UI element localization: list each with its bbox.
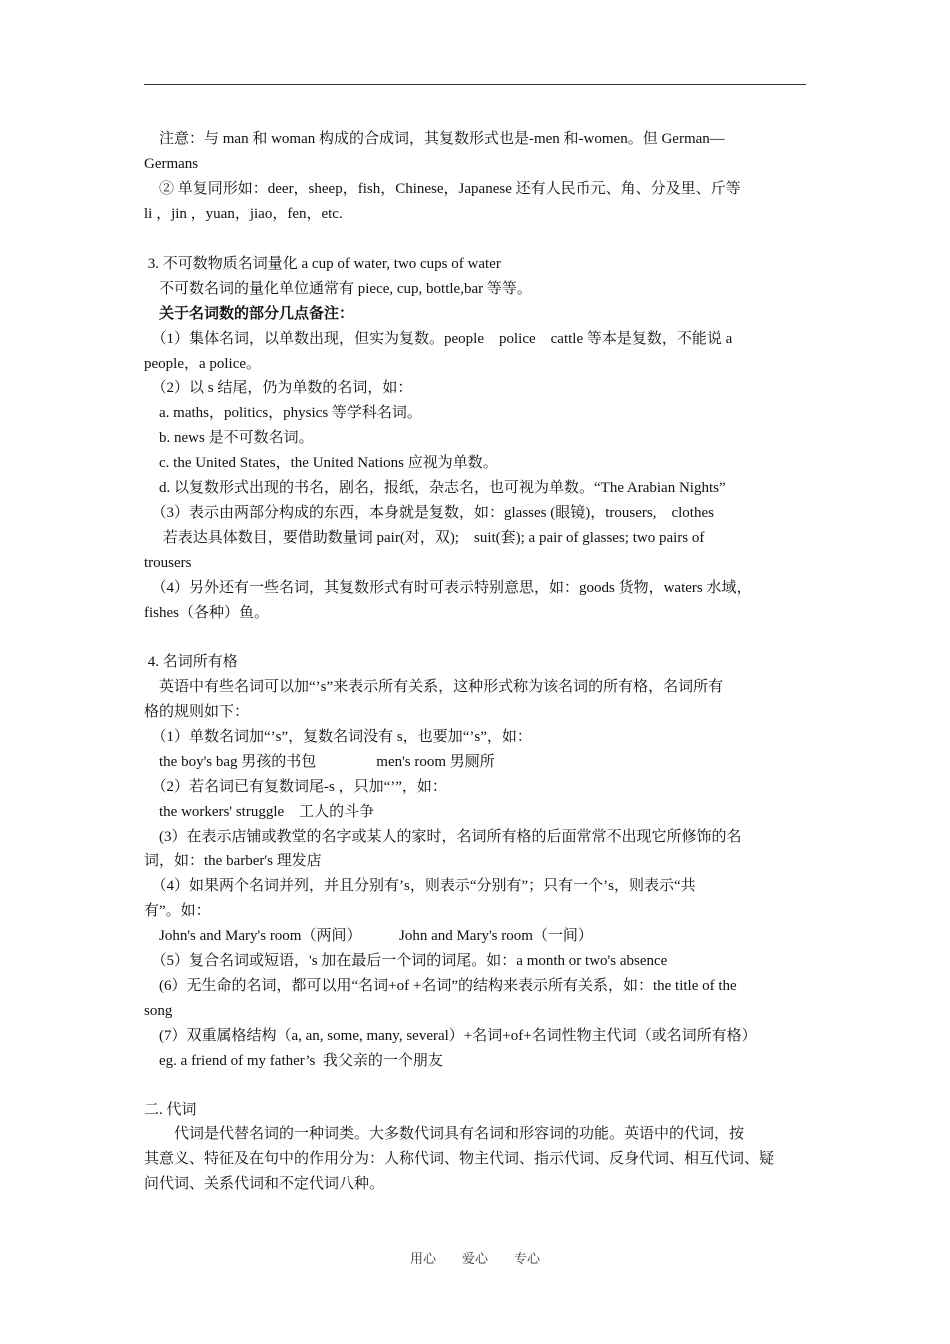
text-line: （2）以 s 结尾，仍为单数的名词，如： xyxy=(144,380,413,396)
text-line: d. 以复数形式出现的书名，剧名，报纸，杂志名，也可视为单数。“The Arabian Nights” xyxy=(144,480,726,496)
section-heading: 4. 名词所有格 xyxy=(144,654,238,670)
text-line: the boy's bag 男孩的书包 men's room 男厕所 xyxy=(144,754,495,770)
section-heading: 二. 代词 xyxy=(144,1102,197,1118)
text-line: c. the United States，the United Nations 应视为单数。 xyxy=(144,455,498,471)
subheading: 关于名词数的部分几点备注： xyxy=(144,306,355,322)
text-line: （5）复合名词或短语，'s 加在最后一个词的词尾。如：a month or two's absence xyxy=(144,953,668,969)
text-line: fishes（各种）鱼。 xyxy=(144,605,269,621)
text-line: people，a police。 xyxy=(144,356,262,372)
page-footer: 用心 爱心 专心 xyxy=(409,1251,540,1266)
text-line: （3）表示由两部分构成的东西，本身就是复数，如：glasses (眼镜)，trousers, clothes xyxy=(144,505,714,521)
text-line: 其意义、特征及在句中的作用分为：人称代词、物主代词、指示代词、反身代词、相互代词、疑 xyxy=(144,1151,775,1167)
text-line: 若表达具体数目，要借助数量词 pair(对，双); suit(套); a pair of glasses; two pairs of xyxy=(144,530,705,546)
text-line: John's and Mary's room（两间） John and Mary's room（一间） xyxy=(144,928,593,944)
text-line: （2）若名词已有复数词尾-s ，只加“’”，如： xyxy=(144,779,447,795)
text-line: eg. a friend of my father’s 我父亲的一个朋友 xyxy=(144,1053,443,1069)
text-line: (6）无生命的名词，都可以用“名词+of +名词”的结构来表示所有关系，如：the title of the xyxy=(144,978,737,994)
text-line: (3）在表示店铺或教堂的名字或某人的家时，名词所有格的后面常常不出现它所修饰的名 xyxy=(144,829,742,845)
text-line: a. maths，politics，physics 等学科名词。 xyxy=(144,405,422,421)
text-line: 有”。如： xyxy=(144,903,211,919)
text-line: the workers' struggle 工人的斗争 xyxy=(144,804,375,820)
text-line: 格的规则如下： xyxy=(144,704,250,720)
header-rule xyxy=(144,84,806,85)
text-line: （4）另外还有一些名词，其复数形式有时可表示特别意思，如：goods 货物，waters 水域， xyxy=(144,580,752,596)
text-line: 代词是代替名词的一种词类。大多数代词具有名词和形容词的功能。英语中的代词，按 xyxy=(144,1126,745,1142)
text-line: Germans xyxy=(144,156,199,172)
text-line: 不可数名词的量化单位通常有 piece, cup, bottle,bar 等等。 xyxy=(144,281,532,297)
text-line: （1）集体名词，以单数出现，但实为复数。people police cattle 等本是复数，不能说 a xyxy=(144,331,733,347)
text-line: b. news 是不可数名词。 xyxy=(144,430,314,446)
text-line: 英语中有些名词可以加“’s”来表示所有关系，这种形式称为该名词的所有格，名词所有 xyxy=(144,679,724,695)
text-line: 问代词、关系代词和不定代词八种。 xyxy=(144,1176,385,1192)
text-line: li ，jin ，yuan，jiao，fen，etc. xyxy=(144,206,343,222)
text-line: (7）双重属格结构（a, an, some, many, several）+名词+of+名词性物主代词（或名词所有格） xyxy=(144,1028,757,1044)
text-line: ② 单复同形如：deer，sheep，fish，Chinese，Japanese 还有人民币元、角、分及里、斤等 xyxy=(144,181,741,197)
text-line: 注意：与 man 和 woman 构成的合成词，其复数形式也是-men 和-women。但 German— xyxy=(144,131,725,147)
text-line: trousers xyxy=(144,555,192,571)
section-heading: 3. 不可数物质名词量化 a cup of water, two cups of water xyxy=(144,256,501,272)
text-line: 词，如：the barber's 理发店 xyxy=(144,853,322,869)
text-line: （4）如果两个名词并列，并且分别有’s，则表示“分别有”；只有一个’s，则表示“共 xyxy=(144,878,696,894)
text-line: （1）单数名词加“’s”，复数名词没有 s，也要加“’s”，如： xyxy=(144,729,532,745)
text-line: song xyxy=(144,1003,173,1019)
